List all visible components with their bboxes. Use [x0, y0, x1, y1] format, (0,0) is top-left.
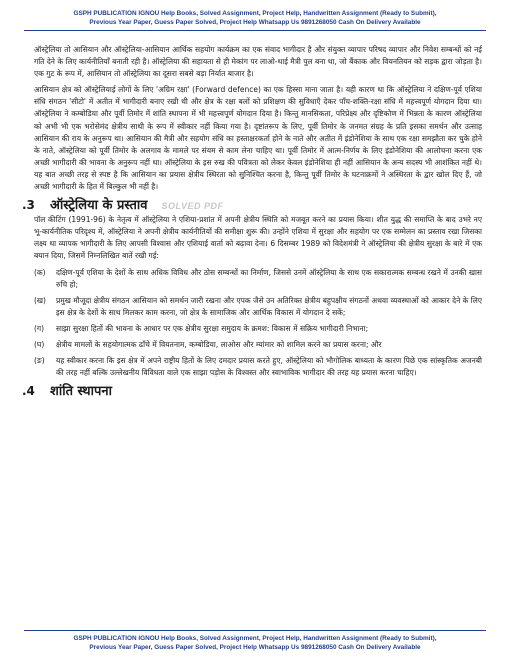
section-number: .3 — [22, 198, 35, 213]
page-content — [22, 44, 483, 614]
list-item-text: प्रमुख मौजूदा क्षेत्रीय संगठन आसियान को समर्थन जारी रखना और एपक जैसे उन अतिरिक्त क्षेत्रीय बहुपक्षीय संगठनों अथवा व्यवस्थाओं को आकार देने के लिए इस क्षेत्र के देशों के साथ मिलकर काम करना, जो क्षेत्र के सामाजिक और आर्थिक विकास में योगदान दे सकें; — [56, 295, 482, 317]
footer-line-2: Previous Year Paper, Guess Paper Solved, Project Help Whatsapp Us 9891268050 Cash On Delivery Available — [89, 643, 421, 651]
footer-line-1: GSPH PUBLICATION IGNOU Help Books, Solved Assignment, Project Help, Handwritten Assignment (Ready to Submit), — [73, 635, 437, 642]
paragraph-forward-defence: आसियान क्षेत्र को ऑस्ट्रेलियाई लोगों के लिए 'अग्रिम रक्षा' (Forward defence) का एक हिस्सा माना जाता है। यही कारण था कि ऑस्ट्रेलिया ने दक्षिण-पूर्व एशिया संधि संगठन 'सीटो' में अतीत में भागीदारी बनाए रखी थी और क्षेत्र के रक्षा बलों को प्रशिक्षण की सुविधाएँ देकर पाँच-शक्ति-रक्षा संधि में महत्त्वपूर्ण योगदान दिया था। ऑस्ट्रेलिया ने कम्बोडिया और पूर्वी तिमोर में शांति स्थापना में भी महत्त्वपूर्ण योगदान दिया है। किन्तु मानसिकता, परिप्रेक्ष्य और दृष्टिकोण में भिन्नता के कारण ऑस्ट्रेलिया को अभी भी एक भरोसेमंद क्षेत्रीय साथी के रूप में स्वीकार नहीं किया गया है। दृष्टांतरूप के लिए, पूर्वी तिमोर के जनमत संग्रह के प्रति इसका समर्थन और उत्साह आसियान की राय के अनुरूप था। आसियान की मैत्री और सहयोग संधि का हस्ताक्षरकर्ता होने के नाते और अतीत में इंडोनेशिया के साथ एक रक्षा समझौता कर चुके होने के नाते, ऑस्ट्रेलिया को पूर्वी तिमोर के अलगाव के मामले पर संयम से काम लेना चाहिए था। पूर्वी तिमोर में आत्म-निर्णय के लिए इंडोनेशिया की आलोचना करना एक अच्छी भागीदारी की भावना के अनुरूप नहीं था। ऑस्ट्रेलिया के इस रुख की पवित्रता को लेकर केवल इंडोनेशिया ही नहीं आसियान के अन्य सदस्य भी आशंकित नहीं थे। यह बात अच्छी तरह से स्पष्ट है कि आसियान का प्रयास क्षेत्रीय स्थिरता को सुनिश्चित करना है, किन्तु पूर्वी तिमोर के घटनाक्रमों ने अस्थिरता के द्वार खोल दिए हैं, जो अच्छी भागीदारी के हित में बिल्कुल भी नहीं है। — [34, 85, 482, 192]
header-divider — [24, 30, 486, 31]
list-marker: (ङ) — [34, 356, 45, 366]
section-title: शांति स्थापना — [50, 384, 112, 400]
list-item — [34, 355, 482, 379]
list-item-text: दक्षिण-पूर्व एशिया के देशों के साथ अधिक विविध और ठोस सम्बन्धों का निर्माण, जिससे उनमें ऑस्ट्रेलिया के साथ एक सकारात्मक सम्बन्ध रखने में उनकी खास रुचि हो; — [56, 267, 482, 289]
list-item-text: क्षेत्रीय मामलों के सहयोगात्मक ढाँचे में वियतनाम, कम्बोडिया, लाओस और म्यांमार को शामिल करने का प्रयास करना; और — [56, 339, 382, 349]
section-heading-peacekeeping — [22, 383, 482, 400]
publisher-footer — [0, 630, 510, 652]
list-marker: (क) — [34, 267, 46, 277]
list-item-text: साझा सुरक्षा हितों की भावना के आधार पर एक क्षेत्रीय सुरक्षा समुदाय के क्रमश: विकास में सक्रिय भागीदारी निभाना; — [56, 323, 369, 333]
list-marker: (ख) — [34, 295, 46, 305]
list-marker: (ग) — [34, 323, 45, 333]
header-line-1: GSPH PUBLICATION IGNOU Help Books, Solved Assignment, Project Help, Handwritten Assignment (Ready to Submit), — [73, 10, 437, 17]
publisher-header — [0, 0, 510, 27]
proposal-list — [34, 267, 482, 380]
list-item-text: यह स्वीकार करना कि इस क्षेत्र में अपने राष्ट्रीय हितों के लिए दमदार प्रयास करते हुए, ऑस्ट्रेलिया को भौगोलिक बाध्यता के कारण पिछे एक सांस्कृतिक अजनबी की तरह नहीं बल्कि उल्लेखनीय विविधता वाले एक साझा पड़ोस के विश्वस्त और स्वाभाविक भागीदार की तरह यह प्रयास करना चाहिए। — [56, 356, 482, 378]
section-title: ऑस्ट्रेलिया के प्रस्ताव — [50, 198, 148, 214]
list-item — [34, 295, 482, 319]
list-marker: (घ) — [34, 339, 45, 349]
list-item — [34, 323, 482, 335]
watermark-text: SOLVED PDF — [161, 201, 224, 212]
header-line-2: Previous Year Paper, Guess Paper Solved, Project Help Whatsapp Us 9891268050 Cash On Delivery Available — [89, 18, 421, 26]
paragraph-asean-economic: ऑस्ट्रेलिया तो आसियान और ऑस्ट्रेलिया-आसियान आर्थिक सहयोग कार्यक्रम का एक संवाद भागीदार है और संयुक्त व्यापार परिषद व्यापार और निवेश सम्बन्धों को नई गति देने के लिए कार्यनीतियाँ बनाती रही है। ऑस्ट्रेलिया की सहायता से ही मेकांग पर लाओ-थाई मैत्री पुल बना था, जो बैंकाक और वियनतियन को सड़क द्वारा जोड़ता है। एक गुट के रूप में, आसियान तो ऑस्ट्रेलिया का दूसरा सबसे बड़ा निर्यात बाजार है। — [34, 45, 483, 79]
list-item — [34, 267, 482, 291]
section-number: .4 — [22, 384, 35, 399]
paragraph-keating-intro: पॉल कीटिंग (1991-96) के नेतृत्व में ऑस्ट्रेलिया ने एशिया-प्रशांत में अपनी क्षेत्रीय स्थिति को मजबूत करने का प्रयास किया। शीत युद्ध की समाप्ति के बाद उभरे नए भू-कार्यनीतिक परिदृश्य में, ऑस्ट्रेलिया ने अपनी क्षेत्रीय कार्यनीतियों की समीक्षा शुरू की। उन्होंने एशिया में सुरक्षा और सहयोग पर एक सम्मेलन का प्रस्ताव रखा जिसका लक्ष्य था व्यापक भागीदारी के लिए आपसी विश्वास और एशियाई वार्ता को बढ़ावा देना। 6 दिसम्बर 1989 को विदेशमंत्री ने ऑस्ट्रेलिया की क्षेत्रीय सुरक्षा के बारे में एक बयान दिया, जिसमें निम्नलिखित बातें रखी गई: — [34, 215, 482, 261]
list-item — [34, 339, 482, 351]
section-heading-proposals — [22, 197, 482, 214]
footer-divider — [24, 630, 486, 631]
